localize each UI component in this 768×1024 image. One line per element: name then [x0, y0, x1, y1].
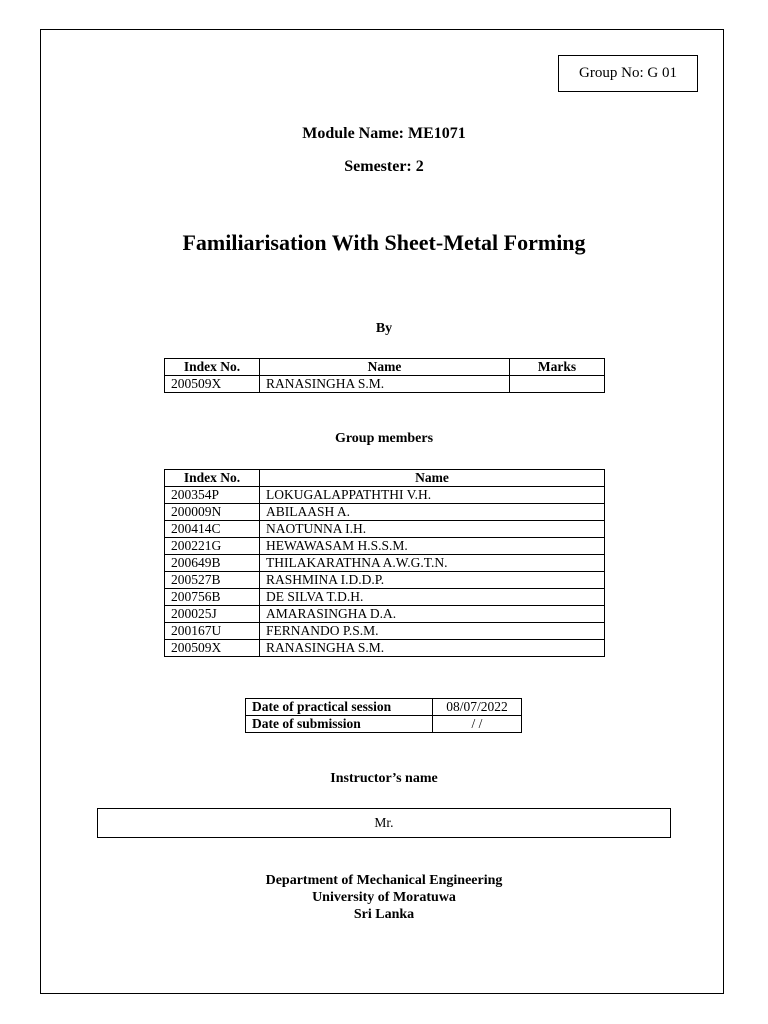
members-table [164, 469, 605, 657]
department-block [0, 872, 768, 923]
member-index: 200354P [165, 487, 260, 504]
member-name: NAOTUNNA I.H. [260, 521, 605, 538]
instructor-name: Mr. [374, 815, 394, 830]
table-row [165, 640, 605, 657]
member-index: 200009N [165, 504, 260, 521]
report-title: Familiarisation With Sheet-Metal Forming [182, 230, 586, 255]
member-name: AMARASINGHA D.A. [260, 606, 605, 623]
header-marks: Marks [510, 359, 605, 376]
module-name: Module Name: ME1071 [302, 125, 466, 142]
member-index: 200167U [165, 623, 260, 640]
header-index: Index No. [165, 359, 260, 376]
member-name: HEWAWASAM H.S.S.M. [260, 538, 605, 555]
table-row [246, 699, 522, 716]
department-name: Department of Mechanical Engineering [265, 873, 503, 888]
table-row [165, 487, 605, 504]
group-members-heading: Group members [334, 431, 434, 446]
member-name: RANASINGHA S.M. [260, 640, 605, 657]
instructor-heading: Instructor’s name [330, 771, 438, 786]
header-index: Index No. [165, 470, 260, 487]
member-index: 200649B [165, 555, 260, 572]
member-name: FERNANDO P.S.M. [260, 623, 605, 640]
member-name: DE SILVA T.D.H. [260, 589, 605, 606]
country-name: Sri Lanka [353, 907, 415, 922]
table-row [165, 376, 605, 393]
table-row [165, 555, 605, 572]
submission-date-label: Date of submission [246, 716, 433, 733]
table-row [246, 716, 522, 733]
table-header-row [165, 470, 605, 487]
group-number: Group No: G 01 [579, 65, 677, 81]
author-name: RANASINGHA S.M. [260, 376, 510, 393]
member-index: 200527B [165, 572, 260, 589]
practical-date-value: 08/07/2022 [433, 699, 522, 716]
member-index: 200221G [165, 538, 260, 555]
table-header-row [165, 359, 605, 376]
header-name: Name [260, 359, 510, 376]
author-marks [510, 376, 605, 393]
by-label: By [375, 321, 393, 336]
table-row [165, 589, 605, 606]
member-index: 200509X [165, 640, 260, 657]
author-index: 200509X [165, 376, 260, 393]
table-row [165, 521, 605, 538]
practical-date-label: Date of practical session [246, 699, 433, 716]
table-row [165, 623, 605, 640]
table-row [165, 572, 605, 589]
member-name: RASHMINA I.D.D.P. [260, 572, 605, 589]
table-row [165, 538, 605, 555]
member-index: 200414C [165, 521, 260, 538]
member-index: 200025J [165, 606, 260, 623]
instructor-name-box [97, 808, 671, 838]
university-name: University of Moratuwa [312, 890, 456, 905]
submission-date-value: / / [433, 716, 522, 733]
table-row [165, 504, 605, 521]
member-name: LOKUGALAPPATHTHI V.H. [260, 487, 605, 504]
author-table [164, 358, 605, 393]
member-name: ABILAASH A. [260, 504, 605, 521]
table-row [165, 606, 605, 623]
semester: Semester: 2 [344, 158, 424, 175]
group-number-box [558, 55, 698, 92]
header-name: Name [260, 470, 605, 487]
member-name: THILAKARATHNA A.W.G.T.N. [260, 555, 605, 572]
dates-table [245, 698, 522, 733]
member-index: 200756B [165, 589, 260, 606]
